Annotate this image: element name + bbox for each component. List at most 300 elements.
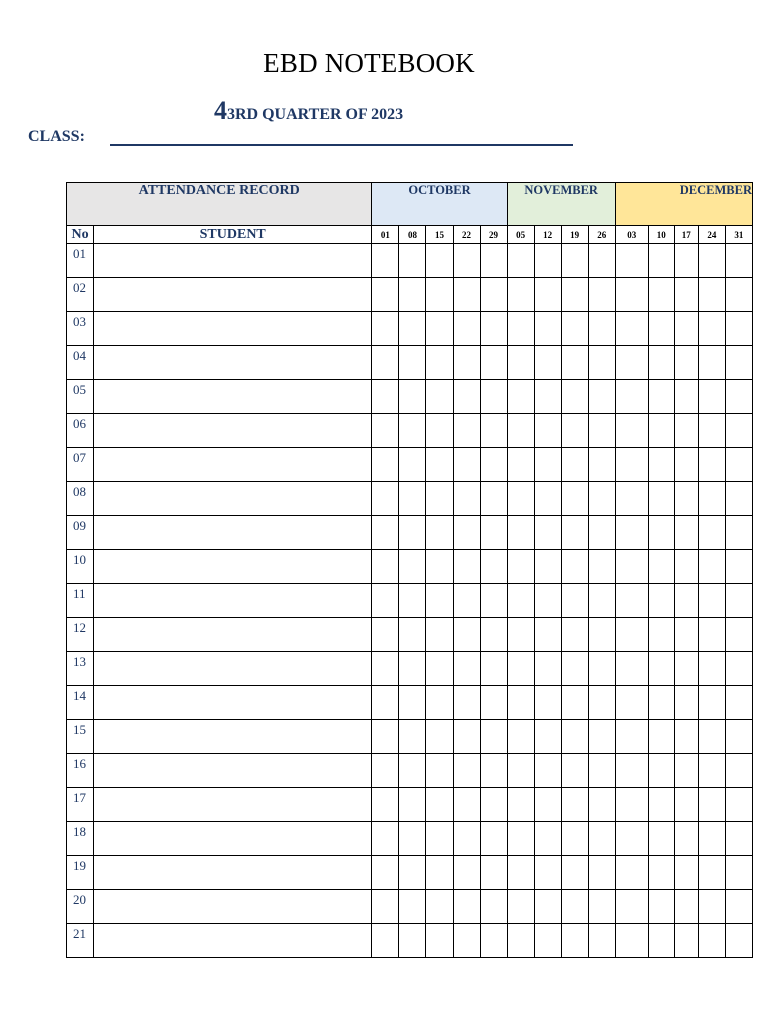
attendance-cell[interactable] (480, 516, 507, 550)
attendance-cell[interactable] (507, 584, 534, 618)
attendance-cell[interactable] (725, 516, 752, 550)
attendance-cell[interactable] (426, 244, 453, 278)
attendance-cell[interactable] (507, 482, 534, 516)
attendance-cell[interactable] (507, 652, 534, 686)
attendance-cell[interactable] (674, 686, 698, 720)
attendance-cell[interactable] (674, 380, 698, 414)
attendance-cell[interactable] (648, 822, 674, 856)
attendance-cell[interactable] (399, 890, 426, 924)
attendance-cell[interactable] (698, 584, 725, 618)
attendance-cell[interactable] (453, 686, 480, 720)
student-name-cell[interactable] (94, 754, 372, 788)
attendance-cell[interactable] (480, 924, 507, 958)
attendance-cell[interactable] (480, 448, 507, 482)
attendance-cell[interactable] (507, 346, 534, 380)
student-name-cell[interactable] (94, 822, 372, 856)
attendance-cell[interactable] (588, 618, 615, 652)
attendance-cell[interactable] (372, 618, 399, 652)
attendance-cell[interactable] (534, 414, 561, 448)
attendance-cell[interactable] (480, 652, 507, 686)
attendance-cell[interactable] (372, 822, 399, 856)
attendance-cell[interactable] (561, 244, 588, 278)
attendance-cell[interactable] (534, 720, 561, 754)
attendance-cell[interactable] (674, 924, 698, 958)
student-name-cell[interactable] (94, 924, 372, 958)
attendance-cell[interactable] (399, 754, 426, 788)
student-name-cell[interactable] (94, 414, 372, 448)
attendance-cell[interactable] (615, 720, 648, 754)
attendance-cell[interactable] (399, 244, 426, 278)
attendance-cell[interactable] (698, 414, 725, 448)
student-name-cell[interactable] (94, 278, 372, 312)
attendance-cell[interactable] (561, 890, 588, 924)
attendance-cell[interactable] (648, 686, 674, 720)
attendance-cell[interactable] (507, 788, 534, 822)
attendance-cell[interactable] (674, 720, 698, 754)
attendance-cell[interactable] (453, 516, 480, 550)
attendance-cell[interactable] (648, 550, 674, 584)
attendance-cell[interactable] (674, 754, 698, 788)
attendance-cell[interactable] (372, 380, 399, 414)
attendance-cell[interactable] (480, 788, 507, 822)
attendance-cell[interactable] (534, 822, 561, 856)
attendance-cell[interactable] (561, 550, 588, 584)
attendance-cell[interactable] (615, 516, 648, 550)
attendance-cell[interactable] (426, 380, 453, 414)
attendance-cell[interactable] (507, 890, 534, 924)
attendance-cell[interactable] (372, 686, 399, 720)
attendance-cell[interactable] (615, 754, 648, 788)
attendance-cell[interactable] (426, 516, 453, 550)
attendance-cell[interactable] (480, 312, 507, 346)
attendance-cell[interactable] (615, 312, 648, 346)
attendance-cell[interactable] (534, 856, 561, 890)
attendance-cell[interactable] (674, 822, 698, 856)
attendance-cell[interactable] (372, 890, 399, 924)
attendance-cell[interactable] (588, 448, 615, 482)
attendance-cell[interactable] (588, 720, 615, 754)
attendance-cell[interactable] (426, 550, 453, 584)
attendance-cell[interactable] (453, 584, 480, 618)
student-name-cell[interactable] (94, 346, 372, 380)
attendance-cell[interactable] (674, 414, 698, 448)
attendance-cell[interactable] (648, 346, 674, 380)
attendance-cell[interactable] (674, 312, 698, 346)
attendance-cell[interactable] (453, 244, 480, 278)
attendance-cell[interactable] (648, 890, 674, 924)
attendance-cell[interactable] (561, 856, 588, 890)
attendance-cell[interactable] (426, 788, 453, 822)
attendance-cell[interactable] (648, 856, 674, 890)
attendance-cell[interactable] (534, 448, 561, 482)
attendance-cell[interactable] (615, 924, 648, 958)
attendance-cell[interactable] (507, 754, 534, 788)
attendance-cell[interactable] (698, 856, 725, 890)
student-name-cell[interactable] (94, 550, 372, 584)
attendance-cell[interactable] (399, 516, 426, 550)
attendance-cell[interactable] (372, 584, 399, 618)
attendance-cell[interactable] (399, 618, 426, 652)
attendance-cell[interactable] (674, 618, 698, 652)
attendance-cell[interactable] (480, 584, 507, 618)
attendance-cell[interactable] (426, 346, 453, 380)
attendance-cell[interactable] (507, 618, 534, 652)
attendance-cell[interactable] (725, 856, 752, 890)
attendance-cell[interactable] (561, 516, 588, 550)
attendance-cell[interactable] (426, 924, 453, 958)
attendance-cell[interactable] (453, 278, 480, 312)
attendance-cell[interactable] (698, 686, 725, 720)
attendance-cell[interactable] (615, 822, 648, 856)
attendance-cell[interactable] (480, 278, 507, 312)
attendance-cell[interactable] (698, 618, 725, 652)
attendance-cell[interactable] (725, 720, 752, 754)
attendance-cell[interactable] (725, 618, 752, 652)
attendance-cell[interactable] (561, 924, 588, 958)
attendance-cell[interactable] (426, 414, 453, 448)
attendance-cell[interactable] (399, 686, 426, 720)
attendance-cell[interactable] (648, 414, 674, 448)
attendance-cell[interactable] (674, 788, 698, 822)
attendance-cell[interactable] (534, 278, 561, 312)
attendance-cell[interactable] (507, 550, 534, 584)
attendance-cell[interactable] (615, 788, 648, 822)
attendance-cell[interactable] (588, 516, 615, 550)
attendance-cell[interactable] (507, 448, 534, 482)
student-name-cell[interactable] (94, 686, 372, 720)
attendance-cell[interactable] (534, 754, 561, 788)
student-name-cell[interactable] (94, 312, 372, 346)
attendance-cell[interactable] (426, 584, 453, 618)
attendance-cell[interactable] (725, 652, 752, 686)
attendance-cell[interactable] (399, 720, 426, 754)
attendance-cell[interactable] (507, 278, 534, 312)
attendance-cell[interactable] (453, 924, 480, 958)
attendance-cell[interactable] (615, 686, 648, 720)
attendance-cell[interactable] (453, 788, 480, 822)
student-name-cell[interactable] (94, 380, 372, 414)
attendance-cell[interactable] (588, 924, 615, 958)
attendance-cell[interactable] (648, 516, 674, 550)
attendance-cell[interactable] (426, 890, 453, 924)
attendance-cell[interactable] (534, 686, 561, 720)
attendance-cell[interactable] (453, 414, 480, 448)
attendance-cell[interactable] (480, 346, 507, 380)
attendance-cell[interactable] (453, 754, 480, 788)
attendance-cell[interactable] (698, 448, 725, 482)
attendance-cell[interactable] (674, 584, 698, 618)
attendance-cell[interactable] (725, 890, 752, 924)
attendance-cell[interactable] (507, 244, 534, 278)
attendance-cell[interactable] (426, 278, 453, 312)
attendance-cell[interactable] (725, 550, 752, 584)
attendance-cell[interactable] (615, 278, 648, 312)
attendance-cell[interactable] (698, 380, 725, 414)
attendance-cell[interactable] (698, 516, 725, 550)
attendance-cell[interactable] (372, 312, 399, 346)
attendance-cell[interactable] (698, 244, 725, 278)
attendance-cell[interactable] (399, 278, 426, 312)
attendance-cell[interactable] (453, 550, 480, 584)
attendance-cell[interactable] (588, 312, 615, 346)
attendance-cell[interactable] (615, 448, 648, 482)
attendance-cell[interactable] (372, 788, 399, 822)
attendance-cell[interactable] (453, 380, 480, 414)
attendance-cell[interactable] (426, 652, 453, 686)
student-name-cell[interactable] (94, 244, 372, 278)
attendance-cell[interactable] (698, 890, 725, 924)
attendance-cell[interactable] (372, 278, 399, 312)
attendance-cell[interactable] (480, 720, 507, 754)
attendance-cell[interactable] (453, 822, 480, 856)
attendance-cell[interactable] (372, 448, 399, 482)
attendance-cell[interactable] (588, 652, 615, 686)
attendance-cell[interactable] (674, 482, 698, 516)
attendance-cell[interactable] (372, 482, 399, 516)
attendance-cell[interactable] (588, 278, 615, 312)
attendance-cell[interactable] (480, 618, 507, 652)
attendance-cell[interactable] (426, 482, 453, 516)
student-name-cell[interactable] (94, 890, 372, 924)
attendance-cell[interactable] (615, 584, 648, 618)
attendance-cell[interactable] (426, 856, 453, 890)
attendance-cell[interactable] (480, 822, 507, 856)
attendance-cell[interactable] (426, 686, 453, 720)
attendance-cell[interactable] (534, 550, 561, 584)
attendance-cell[interactable] (615, 346, 648, 380)
attendance-cell[interactable] (588, 788, 615, 822)
attendance-cell[interactable] (725, 312, 752, 346)
attendance-cell[interactable] (453, 482, 480, 516)
attendance-cell[interactable] (534, 380, 561, 414)
attendance-cell[interactable] (725, 414, 752, 448)
attendance-cell[interactable] (507, 312, 534, 346)
attendance-cell[interactable] (561, 312, 588, 346)
student-name-cell[interactable] (94, 482, 372, 516)
attendance-cell[interactable] (426, 448, 453, 482)
attendance-cell[interactable] (648, 244, 674, 278)
attendance-cell[interactable] (372, 754, 399, 788)
attendance-cell[interactable] (399, 380, 426, 414)
attendance-cell[interactable] (615, 414, 648, 448)
student-name-cell[interactable] (94, 720, 372, 754)
attendance-cell[interactable] (674, 550, 698, 584)
attendance-cell[interactable] (561, 346, 588, 380)
attendance-cell[interactable] (372, 720, 399, 754)
attendance-cell[interactable] (480, 414, 507, 448)
attendance-cell[interactable] (372, 856, 399, 890)
attendance-cell[interactable] (480, 856, 507, 890)
attendance-cell[interactable] (561, 822, 588, 856)
attendance-cell[interactable] (561, 686, 588, 720)
attendance-cell[interactable] (674, 278, 698, 312)
attendance-cell[interactable] (453, 856, 480, 890)
attendance-cell[interactable] (453, 890, 480, 924)
attendance-cell[interactable] (399, 856, 426, 890)
attendance-cell[interactable] (534, 618, 561, 652)
attendance-cell[interactable] (615, 856, 648, 890)
student-name-cell[interactable] (94, 584, 372, 618)
attendance-cell[interactable] (698, 754, 725, 788)
attendance-cell[interactable] (480, 890, 507, 924)
attendance-cell[interactable] (648, 482, 674, 516)
attendance-cell[interactable] (725, 584, 752, 618)
attendance-cell[interactable] (372, 924, 399, 958)
attendance-cell[interactable] (648, 720, 674, 754)
attendance-cell[interactable] (698, 822, 725, 856)
attendance-cell[interactable] (725, 924, 752, 958)
attendance-cell[interactable] (507, 516, 534, 550)
attendance-cell[interactable] (372, 346, 399, 380)
attendance-cell[interactable] (534, 924, 561, 958)
attendance-cell[interactable] (648, 618, 674, 652)
attendance-cell[interactable] (534, 516, 561, 550)
attendance-cell[interactable] (426, 822, 453, 856)
attendance-cell[interactable] (698, 652, 725, 686)
attendance-cell[interactable] (480, 380, 507, 414)
attendance-cell[interactable] (588, 414, 615, 448)
attendance-cell[interactable] (561, 788, 588, 822)
student-name-cell[interactable] (94, 788, 372, 822)
attendance-cell[interactable] (372, 516, 399, 550)
attendance-cell[interactable] (399, 822, 426, 856)
attendance-cell[interactable] (561, 278, 588, 312)
attendance-cell[interactable] (648, 312, 674, 346)
attendance-cell[interactable] (480, 754, 507, 788)
attendance-cell[interactable] (725, 278, 752, 312)
attendance-cell[interactable] (534, 584, 561, 618)
attendance-cell[interactable] (399, 312, 426, 346)
attendance-cell[interactable] (453, 346, 480, 380)
attendance-cell[interactable] (674, 244, 698, 278)
attendance-cell[interactable] (453, 720, 480, 754)
attendance-cell[interactable] (561, 448, 588, 482)
attendance-cell[interactable] (725, 788, 752, 822)
attendance-cell[interactable] (534, 788, 561, 822)
attendance-cell[interactable] (674, 516, 698, 550)
attendance-cell[interactable] (561, 584, 588, 618)
attendance-cell[interactable] (507, 924, 534, 958)
attendance-cell[interactable] (725, 244, 752, 278)
attendance-cell[interactable] (453, 618, 480, 652)
attendance-cell[interactable] (698, 788, 725, 822)
attendance-cell[interactable] (648, 584, 674, 618)
attendance-cell[interactable] (674, 652, 698, 686)
attendance-cell[interactable] (561, 754, 588, 788)
attendance-cell[interactable] (399, 550, 426, 584)
attendance-cell[interactable] (561, 380, 588, 414)
attendance-cell[interactable] (588, 482, 615, 516)
attendance-cell[interactable] (426, 618, 453, 652)
attendance-cell[interactable] (725, 380, 752, 414)
attendance-cell[interactable] (648, 924, 674, 958)
attendance-cell[interactable] (648, 380, 674, 414)
student-name-cell[interactable] (94, 652, 372, 686)
attendance-cell[interactable] (588, 890, 615, 924)
attendance-cell[interactable] (588, 244, 615, 278)
attendance-cell[interactable] (588, 686, 615, 720)
attendance-cell[interactable] (507, 380, 534, 414)
attendance-cell[interactable] (399, 924, 426, 958)
attendance-cell[interactable] (561, 482, 588, 516)
attendance-cell[interactable] (725, 686, 752, 720)
attendance-cell[interactable] (372, 414, 399, 448)
attendance-cell[interactable] (725, 822, 752, 856)
attendance-cell[interactable] (372, 244, 399, 278)
attendance-cell[interactable] (725, 346, 752, 380)
attendance-cell[interactable] (648, 448, 674, 482)
attendance-cell[interactable] (480, 482, 507, 516)
student-name-cell[interactable] (94, 856, 372, 890)
attendance-cell[interactable] (725, 482, 752, 516)
attendance-cell[interactable] (615, 244, 648, 278)
attendance-cell[interactable] (615, 618, 648, 652)
attendance-cell[interactable] (561, 414, 588, 448)
attendance-cell[interactable] (507, 856, 534, 890)
attendance-cell[interactable] (534, 312, 561, 346)
attendance-cell[interactable] (588, 856, 615, 890)
attendance-cell[interactable] (561, 720, 588, 754)
attendance-cell[interactable] (534, 482, 561, 516)
attendance-cell[interactable] (426, 720, 453, 754)
attendance-cell[interactable] (507, 686, 534, 720)
attendance-cell[interactable] (725, 754, 752, 788)
attendance-cell[interactable] (507, 414, 534, 448)
attendance-cell[interactable] (588, 584, 615, 618)
attendance-cell[interactable] (588, 822, 615, 856)
attendance-cell[interactable] (372, 550, 399, 584)
attendance-cell[interactable] (674, 890, 698, 924)
attendance-cell[interactable] (698, 346, 725, 380)
attendance-cell[interactable] (588, 346, 615, 380)
attendance-cell[interactable] (426, 312, 453, 346)
attendance-cell[interactable] (399, 584, 426, 618)
attendance-cell[interactable] (453, 652, 480, 686)
attendance-cell[interactable] (615, 652, 648, 686)
attendance-cell[interactable] (399, 448, 426, 482)
attendance-cell[interactable] (480, 244, 507, 278)
attendance-cell[interactable] (648, 754, 674, 788)
student-name-cell[interactable] (94, 618, 372, 652)
attendance-cell[interactable] (507, 822, 534, 856)
attendance-cell[interactable] (534, 346, 561, 380)
attendance-cell[interactable] (534, 652, 561, 686)
attendance-cell[interactable] (648, 278, 674, 312)
attendance-cell[interactable] (674, 346, 698, 380)
attendance-cell[interactable] (399, 482, 426, 516)
attendance-cell[interactable] (588, 754, 615, 788)
attendance-cell[interactable] (399, 788, 426, 822)
attendance-cell[interactable] (698, 482, 725, 516)
attendance-cell[interactable] (698, 924, 725, 958)
attendance-cell[interactable] (534, 244, 561, 278)
attendance-cell[interactable] (615, 550, 648, 584)
attendance-cell[interactable] (561, 652, 588, 686)
attendance-cell[interactable] (453, 448, 480, 482)
attendance-cell[interactable] (698, 312, 725, 346)
attendance-cell[interactable] (426, 754, 453, 788)
attendance-cell[interactable] (615, 482, 648, 516)
attendance-cell[interactable] (615, 380, 648, 414)
student-name-cell[interactable] (94, 516, 372, 550)
attendance-cell[interactable] (507, 720, 534, 754)
attendance-cell[interactable] (372, 652, 399, 686)
attendance-cell[interactable] (725, 448, 752, 482)
attendance-cell[interactable] (480, 686, 507, 720)
attendance-cell[interactable] (615, 890, 648, 924)
attendance-cell[interactable] (399, 414, 426, 448)
attendance-cell[interactable] (698, 550, 725, 584)
